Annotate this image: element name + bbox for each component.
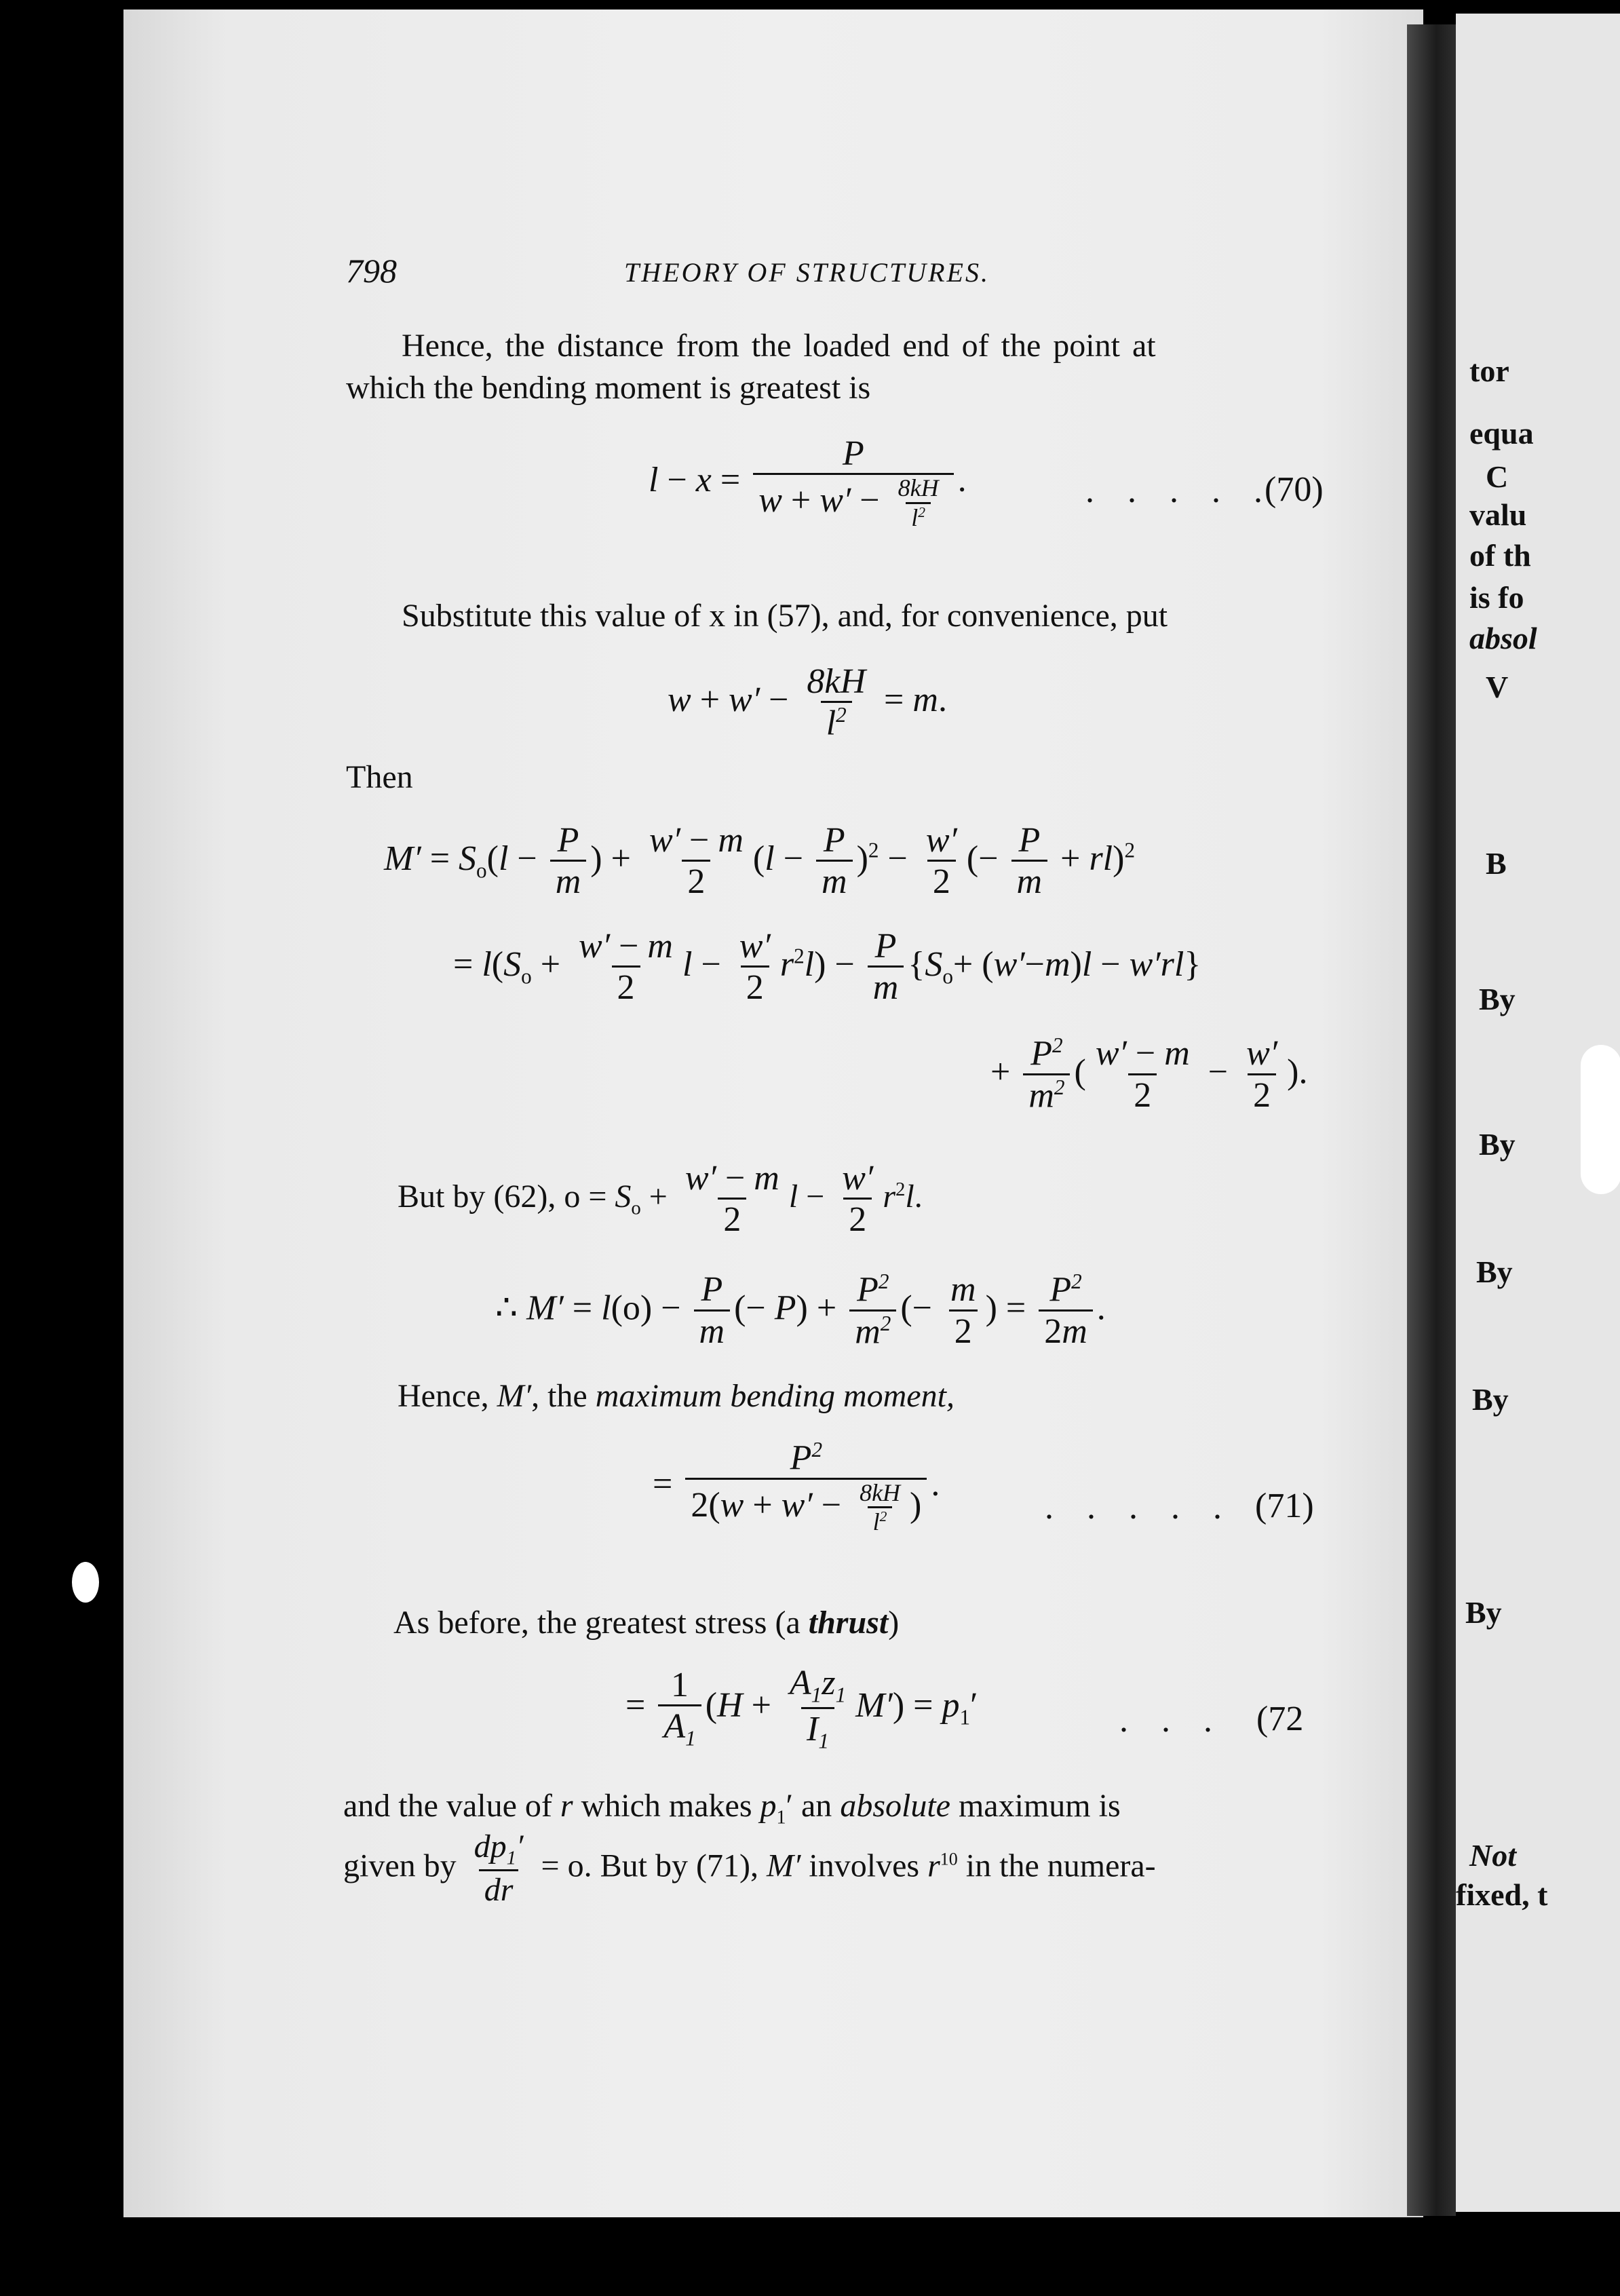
facing-fragment: By bbox=[1479, 982, 1516, 1016]
facing-fragment: By bbox=[1465, 1595, 1502, 1630]
text-run: M′ bbox=[766, 1848, 801, 1884]
equation-M-result: ∴ M′ = l(o) − $\frac{P}{m}$ (− P) + $\frac{P^2}{m^2}$ (− $\frac{m}{2}$ ) = $\frac{P^2}{2m}$ . bbox=[495, 1269, 1106, 1351]
text-run: given by bbox=[343, 1848, 457, 1884]
text-run: involves bbox=[801, 1848, 928, 1884]
text-run: r bbox=[927, 1848, 940, 1884]
facing-fragment: Not bbox=[1469, 1838, 1516, 1873]
equation-dots: . . . . . bbox=[1045, 1488, 1234, 1527]
hence-mid: , the bbox=[531, 1378, 596, 1414]
facing-fragment: equa bbox=[1469, 416, 1534, 451]
text-run: in the numera- bbox=[957, 1848, 1156, 1884]
facing-fragment: By bbox=[1479, 1127, 1516, 1162]
equation-number-70: (70) bbox=[1265, 470, 1324, 509]
equation-70: l − x = P w + w′ − $\frac{8kH}{l^2}$ . bbox=[649, 434, 967, 531]
book-gutter bbox=[1407, 24, 1456, 2216]
running-title: THEORY OF STRUCTURES. bbox=[624, 257, 990, 288]
paragraph-line: Substitute this value of x in (57), and, for convenience, put bbox=[402, 598, 1168, 634]
facing-fragment: V bbox=[1486, 670, 1509, 704]
hence-italic: maximum bending moment, bbox=[595, 1378, 954, 1414]
facing-fragment: By bbox=[1476, 1255, 1513, 1289]
equation-number-71: (71) bbox=[1255, 1487, 1314, 1525]
as-before-italic: thrust bbox=[808, 1605, 889, 1641]
equation-dots: . . . . . bbox=[1085, 472, 1275, 510]
facing-fragment: tor bbox=[1469, 353, 1509, 388]
equation-m-definition: w + w′ − $\frac{8kH}{l^2}$ = m. bbox=[668, 662, 947, 743]
facing-fragment: By bbox=[1472, 1382, 1509, 1417]
text-run: p bbox=[760, 1788, 777, 1824]
paragraph-line: and the value of r which makes $p_1'$ an absolute maximum is bbox=[343, 1788, 1121, 1829]
equation-M-line1: $M' = S_o(l$ − $\frac{P}{m}$ ) + $\frac{w' - m}{2}$ (l − $\frac{P}{m}$ )$^2$ − $\frac{w'}{2}$ (− $\frac{P}{m}$ + rl)$^2$ bbox=[384, 821, 1136, 902]
facing-fragment: valu bbox=[1469, 497, 1527, 532]
text-run: r bbox=[560, 1788, 573, 1824]
facing-fragment: is fo bbox=[1469, 580, 1524, 615]
paragraph-line: given by $\frac{dp_1'}{dr}$ = o. But by (71), M′ involves $r^{10}$ in the numera- bbox=[343, 1829, 1156, 1909]
equation-62-prefix: But by (62), o = bbox=[398, 1179, 615, 1214]
paragraph-line: Hence, the distance from the loaded end of the point at bbox=[402, 328, 1156, 364]
as-before-prefix: As before, the greatest stress (a bbox=[393, 1605, 809, 1641]
as-before-suffix: ) bbox=[888, 1605, 900, 1641]
scan-speck bbox=[1581, 1045, 1620, 1194]
page-number: 798 bbox=[346, 252, 397, 290]
equation-dots: . . . bbox=[1119, 1701, 1224, 1740]
text-run: and the value of bbox=[343, 1788, 560, 1824]
equation-M-line2: = $l(S_o$ + $\frac{w' - m}{2}$ l − $\frac{w'}{2}$ $r^2l$) − $\frac{P}{m}$ $\{S_o+ (w'-m)l - w'rl\}$ bbox=[453, 927, 1201, 1008]
text-run: absolute bbox=[840, 1788, 950, 1824]
text-run: maximum is bbox=[950, 1788, 1121, 1824]
scan-speck bbox=[72, 1562, 99, 1603]
paragraph-line: Then bbox=[346, 759, 413, 795]
paragraph-line bbox=[398, 1377, 954, 1415]
paragraph-line: which the bending moment is greatest is bbox=[346, 370, 871, 406]
text-run: which makes bbox=[573, 1788, 760, 1824]
facing-fragment: absol bbox=[1469, 621, 1537, 655]
equation-72: = $\frac{1}{A_1}$ (H + $\frac{A_1z_1}{I_1}$ $M') = p_1'$ bbox=[625, 1664, 978, 1753]
facing-fragment: of th bbox=[1469, 538, 1531, 573]
equation-71: = $P^2$ 2(w + w′ − $\frac{8kH}{l^2}$ ) . bbox=[653, 1438, 940, 1536]
hence-prefix: Hence, bbox=[398, 1378, 497, 1414]
equation-M-line3: + $\frac{P^2}{m^2}$ ( $\frac{w' - m}{2}$ − $\frac{w'}{2}$ ). bbox=[990, 1033, 1308, 1115]
facing-fragment: C bbox=[1486, 459, 1509, 494]
equation-number-72: (72 bbox=[1256, 1700, 1304, 1738]
paragraph-line bbox=[393, 1604, 899, 1641]
text-run: ′ an bbox=[786, 1788, 841, 1824]
facing-fragment: fixed, t bbox=[1456, 1877, 1548, 1912]
facing-fragment: B bbox=[1486, 846, 1507, 881]
text-run: = o. But by (71), bbox=[541, 1848, 767, 1884]
hence-symbol: M′ bbox=[497, 1378, 532, 1414]
equation-62-restatement: But by (62), $o = S_o$ + $\frac{w' - m}{2}$ l − $\frac{w'}{2}$ $r^2l$. bbox=[398, 1159, 923, 1240]
